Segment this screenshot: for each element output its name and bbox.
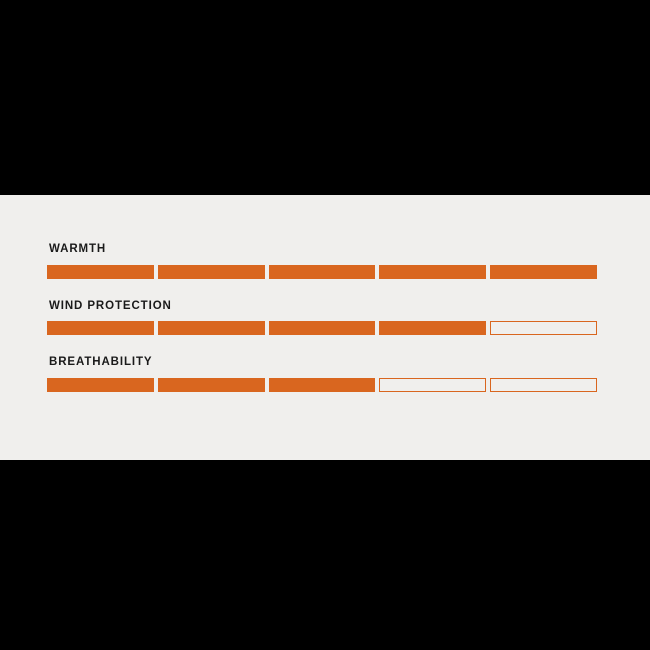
meter-segment [379, 265, 486, 279]
meter-segment [158, 265, 265, 279]
ratings-list [47, 243, 597, 392]
rating-meter-wind-protection [47, 321, 597, 335]
meter-segment [269, 321, 376, 335]
ratings-panel [0, 195, 650, 460]
meter-segment [158, 378, 265, 392]
meter-segment [269, 265, 376, 279]
rating-meter-breathability [47, 378, 597, 392]
meter-segment [490, 378, 597, 392]
rating-label-wind-protection: WIND PROTECTION [49, 299, 172, 312]
meter-segment [379, 321, 486, 335]
meter-segment [269, 378, 376, 392]
meter-segment [379, 378, 486, 392]
rating-meter-warmth [47, 265, 597, 279]
rating-label-warmth: WARMTH [49, 243, 107, 255]
rating-label-breathability: BREATHABILITY [49, 356, 153, 369]
meter-segment [47, 378, 154, 392]
meter-segment [47, 265, 154, 279]
rating-row [47, 300, 597, 336]
rating-row [47, 243, 597, 279]
meter-segment [490, 321, 597, 335]
meter-segment [158, 321, 265, 335]
rating-row [47, 356, 597, 392]
meter-segment [490, 265, 597, 279]
meter-segment [47, 321, 154, 335]
